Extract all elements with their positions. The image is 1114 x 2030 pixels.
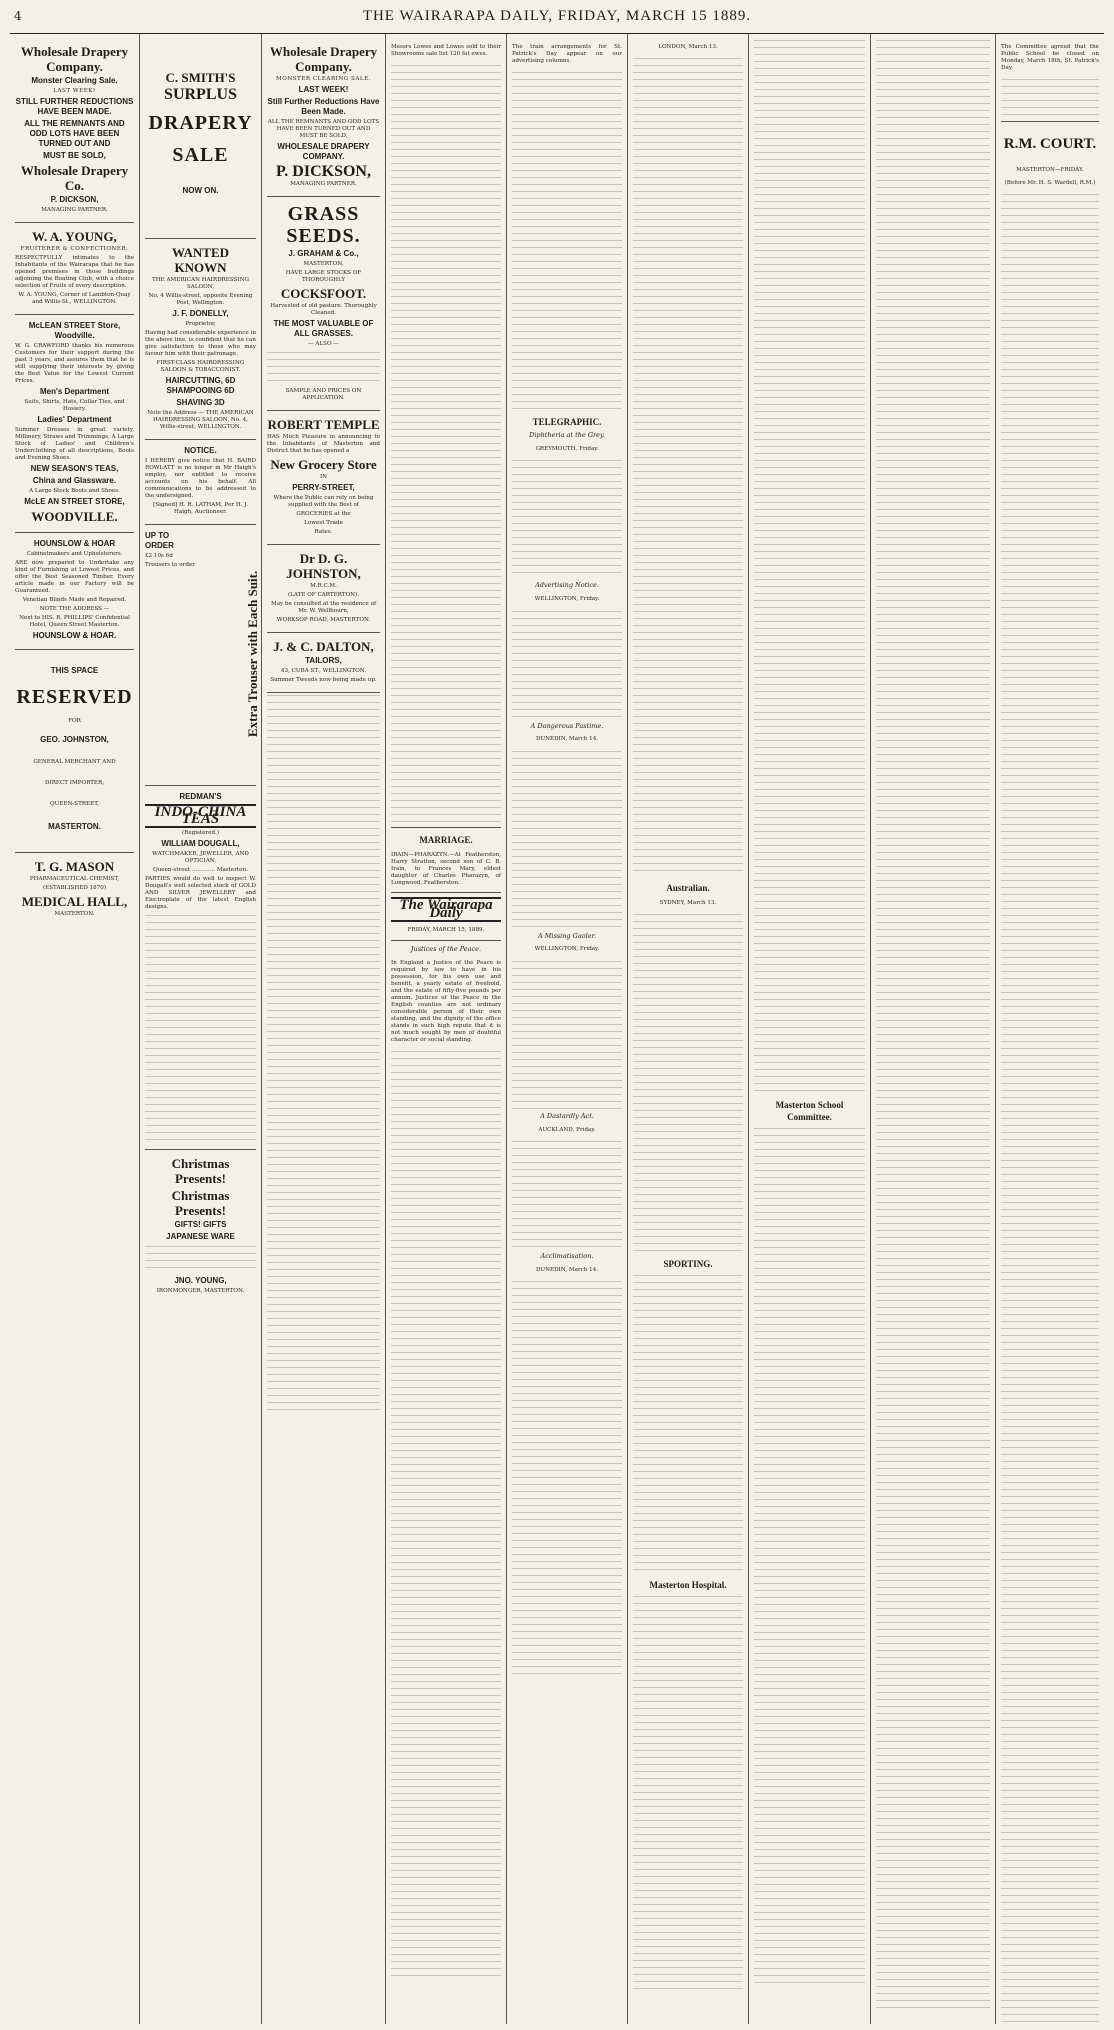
- ad-line: J. GRAHAM & Co.,: [288, 249, 359, 258]
- ad-line: Harvested of old pasture. Thoroughly Cleaned.: [270, 303, 377, 316]
- smith-drapery-sale-ad: [145, 38, 256, 239]
- ad-logo: INDO-CHINA TEAS: [145, 804, 256, 828]
- ad-title: ROBERT TEMPLE: [267, 417, 380, 432]
- ad-line: (ESTABLISHED 1870): [42, 885, 107, 892]
- ad-subtitle: MONSTER CLEARING SALE.: [276, 76, 371, 82]
- ad-heading: China and Glassware.: [32, 476, 117, 486]
- news-paragraph: Messrs Lowes and Lowes sold to their Showrooms sale list 120 fat ewes.: [391, 43, 501, 57]
- ad-line: SURPLUS: [164, 86, 237, 103]
- ad-line: Next to HIS. R. PHILLIPS' Confidential Hotel, Queen Street Masterton.: [19, 615, 130, 629]
- news-text-block: [512, 749, 622, 929]
- ad-line: £2 10s 6d: [145, 553, 173, 559]
- column-5: [507, 34, 628, 2024]
- ad-vertical-text: Extra Trouser with Each Suit.: [244, 570, 260, 738]
- ad-line: UP TO ORDER: [145, 531, 174, 550]
- ad-line: Rates.: [314, 529, 333, 535]
- ad-line: QUEEN-STREET,: [50, 801, 99, 808]
- ad-line: RESERVED: [16, 686, 133, 709]
- ad-line: NOW ON.: [182, 186, 219, 195]
- column-2: [140, 34, 262, 2024]
- ad-subtitle: Cabinetmakers and Upholsterers.: [26, 551, 123, 558]
- ad-line: DRAPERY: [148, 112, 253, 134]
- ad-line: WATCHMAKER, JEWELLER, AND OPTICIAN.: [152, 851, 249, 865]
- ad-line: Wholesale Drapery Co.: [20, 163, 129, 194]
- ad-line: (LATE OF CARTERTON).: [287, 592, 359, 598]
- ad-line: GENERAL MERCHANT AND: [33, 759, 116, 766]
- news-text-block: [633, 56, 743, 876]
- page-number: 4: [14, 9, 22, 23]
- ad-line: MUST BE SOLD,: [43, 151, 106, 161]
- notice-ad: [145, 440, 256, 525]
- section-heading: R.M. COURT.: [1003, 136, 1097, 153]
- news-text-block: [391, 63, 501, 823]
- ad-line: (Registered.): [181, 830, 220, 837]
- ad-heading: NEW SEASON'S TEAS,: [30, 464, 119, 474]
- news-paragraph: The train arrangements for St. Patrick's Day appear on our advertising columns.: [512, 43, 622, 64]
- ad-title: McLEAN STREET Store, Woodville.: [28, 321, 121, 341]
- ad-line: COCKSFOOT.: [280, 286, 367, 301]
- ad-line: — ALSO —: [308, 341, 339, 347]
- ad-heading: Men's Department: [39, 387, 110, 397]
- ad-heading: Ladies' Department: [37, 415, 112, 425]
- news-text-block: [754, 1126, 865, 1986]
- dateline: DUNEDIN, March 14.: [535, 1266, 599, 1273]
- ad-body: I HEREBY give notice that H. BAIRD ROWLATT is no longer in Mr Haigh's employ, nor entitled to receive accounts on his behalf. All communications to be addressed to the undersigned.: [145, 458, 256, 499]
- ad-subtitle: FRUITERER & CONFECTIONER.: [20, 246, 129, 253]
- ad-title: REDMAN'S: [179, 792, 222, 801]
- ad-title: W. A. YOUNG,: [32, 229, 117, 245]
- news-text-block: [512, 70, 622, 410]
- news-text-block: [754, 38, 865, 1093]
- ad-body: HAS Much Pleasure in announcing to the Inhabitants of Masterton and District that he has opened a: [267, 434, 380, 454]
- ad-line: MASTERTON.: [54, 911, 95, 918]
- ad-body: ARE now prepared to Undertake any kind of Furnishing at Lowest Prices, and offer the Best Seasoned Timber. Every article made in our Factory will be Guaranteed.: [15, 560, 134, 595]
- ad-line: T. G. MASON: [34, 859, 115, 875]
- article-title: A Dastardly Act.: [540, 1111, 594, 1120]
- ad-line: MASTERTON,: [303, 261, 344, 267]
- ad-line: GROCERIES at the: [296, 511, 351, 517]
- ad-line: Lowest Trade: [304, 520, 343, 526]
- column-7: [749, 34, 871, 2024]
- ad-line: Still Further Reductions Have Been Made.: [267, 97, 380, 116]
- ad-line: TAILORS,: [305, 656, 342, 665]
- ad-body-filler: [145, 913, 256, 1143]
- ad-line: IN: [319, 474, 328, 480]
- ad-line: JAPANESE WARE: [166, 1232, 235, 1242]
- columns: [10, 34, 1104, 2024]
- news-text-block: [876, 38, 990, 2013]
- dateline: LONDON, March 13.: [658, 43, 718, 50]
- american-hairdressing-ad: [145, 239, 256, 440]
- wholesale-drapery-ad: [15, 38, 134, 223]
- ad-title: J. & C. DALTON,: [273, 639, 374, 654]
- paper-date: FRIDAY, MARCH 15, 1889.: [407, 927, 485, 934]
- ad-body: PARTIES would do well to inspect W. Dougall's well selected stock of GOLD AND SILVER JEWELLERY and Electroplate of the latest English designs.: [145, 876, 256, 911]
- dateline: WELLINGTON, Friday.: [534, 595, 600, 602]
- ad-body-filler: [267, 693, 380, 1413]
- ad-line: WHOLESALE DRAPERY COMPANY.: [277, 142, 370, 161]
- ad-line: MASTERTON.: [48, 822, 101, 832]
- ad-body: W. G. CRAWFORD thanks his numerous Customers for their support during the past 3 years, and assures them that he is still supplying their interests by giving the Best Value for the Lowest Current Prices.: [15, 343, 134, 385]
- ad-line: LAST WEEK!: [53, 88, 96, 94]
- ad-line: GEO. JOHNSTON,: [40, 735, 109, 745]
- dalton-tailors-ad: [267, 633, 380, 693]
- ad-line: Christmas Presents!: [171, 1156, 230, 1187]
- ad-line: SHAVING 3D: [176, 398, 225, 407]
- column-8: [871, 34, 996, 2024]
- mclean-street-store-ad: [15, 315, 134, 533]
- wholesale-drapery-ad-2: [267, 38, 380, 197]
- news-text-block: [633, 1273, 743, 1573]
- dateline: WELLINGTON, Friday.: [534, 946, 600, 953]
- column-4: [386, 34, 507, 2024]
- news-text-block: [633, 912, 743, 1252]
- section-heading: Masterton School Committee.: [775, 1100, 844, 1122]
- ad-line: THE MOST VALUABLE OF ALL GRASSES.: [273, 319, 374, 338]
- grass-seeds-ad: [267, 197, 380, 411]
- ad-line: P. DICKSON,: [276, 163, 371, 180]
- ad-line: JNO. YOUNG,: [174, 1276, 227, 1286]
- ad-line: WOODVILLE.: [31, 509, 118, 525]
- ad-line: Venetian Blinds Made and Repaired.: [22, 597, 127, 604]
- young-fruiterer-ad: [15, 223, 134, 315]
- article-title: Justices of the Peace.: [410, 944, 482, 953]
- ad-line: New Grocery Store: [270, 457, 377, 472]
- ad-line: FOR: [68, 718, 81, 725]
- ad-line: SAMPLE AND PRICES ON APPLICATION.: [285, 388, 362, 401]
- ad-line: WORKSOP ROAD, MASTERTON.: [276, 617, 371, 623]
- ad-line: FIRST-CLASS HAIRDRESSING SALOON & TOBACCONIST.: [156, 360, 245, 373]
- ad-line: 43, CUBA ST., WELLINGTON.: [280, 668, 367, 674]
- ad-line: WILLIAM DOUGALL,: [161, 839, 240, 849]
- news-text-block: [512, 609, 622, 719]
- ad-line: PERRY-STREET,: [292, 483, 355, 492]
- ad-line: Proprietor,: [185, 321, 216, 327]
- dateline: MASTERTON—FRIDAY.: [1016, 167, 1084, 174]
- ad-title: HOUNSLOW & HOAR: [33, 539, 116, 549]
- ad-line: GIFTS! GIFTS: [174, 1220, 227, 1230]
- news-text-block: [512, 1139, 622, 1249]
- dougall-watchmaker-ad: [145, 786, 256, 1150]
- ad-line: HAIRCUTTING, 6D SHAMPOOING 6D: [165, 376, 236, 395]
- article-lead: In England a Justice of the Peace is required by law to have in his possession, for his own use and benefit, a yearly estate of freehold, and the estate of fifty-five pounds per annum. Justices of the Peace in the English counties are not ordinary considerable person of their own standing, and the dignity of the office stands in such high repute that it is not much sought by men of doubtful character or social standing.: [391, 959, 501, 1043]
- ad-line: M.R.C.M.: [310, 583, 337, 589]
- dr-johnston-ad: [267, 545, 380, 633]
- ad-line: ALL THE REMNANTS AND ODD LOTS HAVE BEEN TURNED OUT AND: [24, 119, 125, 149]
- ad-line: MANAGING PARTNER.: [290, 181, 357, 187]
- ad-line: Queen-street ............. Masterton.: [153, 867, 248, 874]
- news-text-block: [391, 1049, 501, 1979]
- column-9: [996, 34, 1104, 2024]
- ad-line: IRONMONGER, MASTERTON.: [156, 1288, 245, 1295]
- column-1: [10, 34, 140, 2024]
- article-title: A Dangerous Pastime.: [530, 721, 604, 730]
- ad-body: Having had considerable experience in the above line, is confident that he can give satisfaction to those who may favour him with their patronage.: [145, 330, 256, 357]
- dateline: AUCKLAND, Friday.: [538, 1126, 596, 1133]
- dateline: SYDNEY, March 13.: [659, 899, 717, 906]
- ad-line: C. SMITH'S: [165, 70, 236, 85]
- ad-line: No. 4 Willis-street, opposite Evening Post, Wellington.: [148, 293, 253, 306]
- ad-line: ALL THE REMNANTS AND ODD LOTS HAVE BEEN TURNED OUT AND MUST BE SOLD,: [267, 119, 380, 139]
- ad-line: DIRECT IMPORTER,: [45, 780, 104, 787]
- news-paragraph: The Committee agreed that the Public School be closed on Monday, March 18th, St. Patrick's Day.: [1001, 43, 1099, 71]
- court-subheading: (Before Mr. H. S. Wardell, R.M.): [1004, 179, 1096, 186]
- ad-line: Suits, Shirts, Hats, Collar Ties, and Hosiery.: [24, 399, 125, 413]
- ad-title: GRASS SEEDS.: [286, 203, 361, 247]
- ad-body-filler: [267, 350, 380, 386]
- section-heading: Australian.: [666, 883, 710, 894]
- ad-line: May be consulted at the residence of Mr. W. Wellbourn,: [270, 601, 377, 614]
- reserved-space-ad: [15, 650, 134, 853]
- ad-line: J. F. DONELLY,: [172, 309, 229, 318]
- news-text-block: [633, 1594, 743, 1994]
- masthead: [10, 8, 1104, 34]
- ad-line: Summer Tweeds now being made up.: [270, 677, 377, 683]
- ad-line: STILL FURTHER REDUCTIONS HAVE BEEN MADE.: [15, 97, 134, 117]
- article-title: Acclimatisation.: [540, 1252, 594, 1261]
- ad-title: Wholesale Drapery Company.: [269, 44, 378, 74]
- ad-line: PHARMACEUTICAL CHEMIST,: [29, 876, 120, 883]
- ad-line: HOUNSLOW & HOAR.: [32, 631, 117, 641]
- news-text-block: [1001, 77, 1099, 117]
- dateline: DUNEDIN, March 14.: [535, 736, 599, 743]
- ad-line: Where the Public can rely on being supplied with the Best of: [273, 495, 374, 508]
- column-6: [628, 34, 749, 2024]
- ad-title: WANTED KNOWN: [171, 245, 230, 275]
- ad-title: Wholesale Drapery Company.: [20, 44, 129, 74]
- ad-line: Note the Address — THE AMERICAN HAIRDRESSING SALOON, No. 4, Willis-street, WELLINGTON.: [147, 410, 254, 430]
- ad-line: McLE AN STREET STORE,: [24, 497, 125, 507]
- article-title: A Missing Gaoler.: [537, 931, 597, 940]
- ad-line: Summer Dresses in great variety, Millinery, Straws and Trimmings, A Large Stock of Ladies' and Children's Underclothing of all descriptions, Boots and Evening Shoes.: [15, 427, 134, 462]
- ad-line: MANAGING PARTNER.: [41, 207, 108, 214]
- ad-line: Trousers to order: [145, 562, 195, 568]
- newspaper-title: THE WAIRARAPA DAILY, FRIDAY, MARCH 15 1889.: [362, 8, 752, 24]
- ad-line: SALE: [172, 144, 229, 166]
- ad-subtitle: Monster Clearing Sale.: [31, 76, 118, 85]
- news-text-block: [512, 1279, 622, 1679]
- ad-line: HAVE LARGE STOCKS OF THOROUGHLY: [285, 270, 362, 283]
- ad-line: MEDICAL HALL,: [21, 894, 128, 910]
- ad-title: Dr D. G. JOHNSTON,: [286, 551, 361, 581]
- ad-line: Christmas Presents!: [171, 1188, 230, 1219]
- marriage-notice: IRAIN—PHARAZYN.—At Featherston, Harry Stratton, second son of C. B. Irain, to Frances Mary, eldest daughter of Charles Pharazyn, of Longwood, Featherston.: [391, 851, 501, 886]
- ad-signature: [Signed] H. R. LATHAM, Per H. J. Haigh, Auctioneer.: [153, 502, 248, 515]
- hounslow-hoar-ad: [15, 533, 134, 650]
- news-text-block: [1001, 192, 1099, 2022]
- news-text-block: [512, 959, 622, 1109]
- section-heading: Masterton Hospital.: [649, 1580, 727, 1591]
- trousers-ad: [145, 525, 260, 786]
- ad-body: RESPECTFULLY intimates to the Inhabitants of the Wairarapa that he has opened premises in those buildings adjoining the Boating Club, with a choice selection of Fruits of every description.: [15, 255, 134, 290]
- article-title: Advertising Notice.: [535, 581, 599, 590]
- ad-line: A Large Stock Boots and Shoes.: [29, 488, 120, 495]
- section-heading: TELEGRAPHIC.: [532, 417, 602, 428]
- mason-chemist-ad: [15, 853, 134, 926]
- ad-title: NOTICE.: [184, 446, 217, 455]
- column-3: [262, 34, 386, 2024]
- robert-temple-ad: [267, 411, 380, 545]
- ad-line: P. DICKSON,: [50, 195, 99, 205]
- ad-subtitle: THE AMERICAN HAIRDRESSING SALOON,: [152, 277, 249, 290]
- paper-nameplate: The Wairarapa Daily: [391, 897, 501, 921]
- christmas-presents-ad: [145, 1150, 256, 1303]
- ad-signature: W. A. YOUNG, Corner of Lambton-Quay and Willis-St., WELLINGTON.: [18, 292, 131, 306]
- ad-line: LAST WEEK!: [298, 85, 349, 94]
- article-title: Diphtheria at the Grey.: [529, 431, 605, 440]
- ad-line: NOTE THE ADDRESS —: [39, 606, 110, 613]
- ad-body-filler: [145, 1244, 256, 1274]
- section-heading: SPORTING.: [663, 1259, 713, 1270]
- news-text-block: [512, 458, 622, 578]
- section-heading: MARRIAGE.: [419, 835, 473, 846]
- ad-line: THIS SPACE: [50, 666, 99, 676]
- dateline: GREYMOUTH, Friday.: [535, 445, 599, 452]
